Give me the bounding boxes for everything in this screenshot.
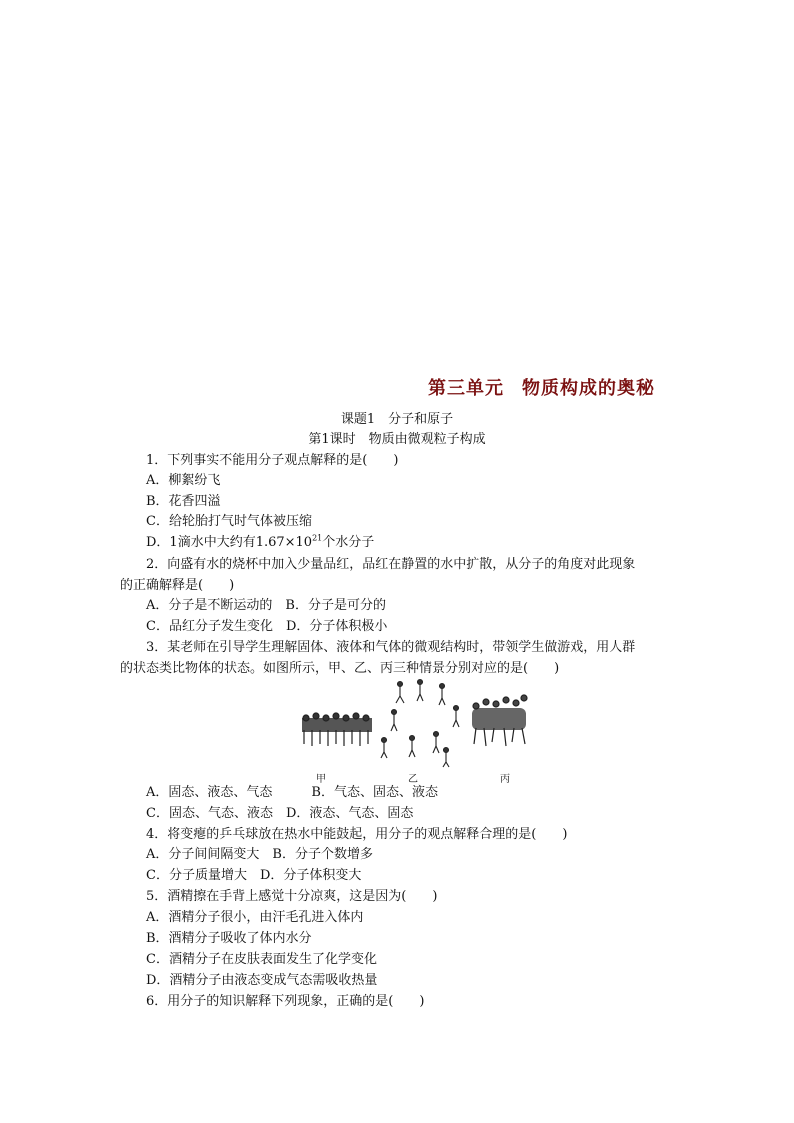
- q4-stem: 4．将变瘪的乒乓球放在热水中能鼓起，用分子的观点解释合理的是( ): [146, 827, 568, 842]
- q4-options-ab: A．分子间间隔变大 B．分子个数增多: [146, 847, 373, 862]
- q4-options-cd: C．分子质量增大 D．分子体积变大: [146, 868, 362, 883]
- crowd-illustration: [296, 678, 536, 768]
- q5-stem: 5．酒精擦在手背上感觉十分凉爽，这是因为( ): [146, 889, 438, 904]
- q1-d-exponent: 21: [312, 533, 323, 543]
- q5-option-a: A．酒精分子很小，由汗毛孔进入体内: [146, 910, 364, 925]
- q1-option-b: B．花香四溢: [146, 494, 221, 509]
- q2-options-ab: A．分子是不断运动的 B．分子是可分的: [146, 598, 386, 613]
- unit-title-number: 第三单元: [428, 378, 504, 399]
- lesson-title: 课题1 分子和原子: [340, 412, 454, 427]
- q1-d-post: 个水分子: [322, 535, 375, 550]
- unit-title: [428, 374, 655, 400]
- q5-option-c: C．酒精分子在皮肤表面发生了化学变化: [146, 952, 377, 967]
- q1-option-c: C．给轮胎打气时气体被压缩: [146, 514, 312, 529]
- q1-d-pre: D．1滴水中大约有1.67×10: [146, 535, 313, 550]
- q3-stem-line1: 3．某老师在引导学生理解固体、液体和气体的微观结构时，带领学生做游戏，用人群: [146, 640, 636, 655]
- crowd-solid-group: [302, 713, 372, 746]
- q1-stem: 1．下列事实不能用分子观点解释的是( ): [146, 453, 399, 468]
- q2-stem-line2: 的正确解释是( ): [120, 578, 235, 593]
- q3-options-cd: C．固态、气态、液态 D．液态、气态、固态: [146, 806, 414, 821]
- figure-label-bing: 丙: [500, 774, 510, 785]
- q5-option-d: D．酒精分子由液态变成气态需吸收热量: [146, 973, 378, 988]
- q1-option-a: A．柳絮纷飞: [146, 473, 221, 488]
- q6-stem: 6．用分子的知识解释下列现象，正确的是( ): [146, 994, 425, 1009]
- q3-stem-line2: 的状态类比物体的状态。如图所示，甲、乙、丙三种情景分别对应的是( ): [120, 661, 560, 676]
- figure-label-jia: 甲: [316, 774, 326, 785]
- figure-label-yi: 乙: [408, 774, 418, 785]
- crowd-states-figure: [296, 678, 536, 782]
- crowd-gas-group: [381, 680, 459, 768]
- q2-options-cd: C．品红分子发生变化 D．分子体积极小: [146, 619, 388, 634]
- q1-option-d: [146, 533, 374, 553]
- crowd-liquid-group: [472, 695, 527, 746]
- period-title: 第1课时 物质由微观粒子构成: [308, 432, 486, 447]
- unit-title-topic: 物质构成的奥秘: [522, 378, 655, 399]
- q2-stem-line1: 2．向盛有水的烧杯中加入少量品红，品红在静置的水中扩散，从分子的角度对此现象: [146, 557, 636, 572]
- q3-options-ab: A．固态、液态、气态 B．气态、固态、液态: [146, 785, 438, 800]
- q5-option-b: B．酒精分子吸收了体内水分: [146, 931, 312, 946]
